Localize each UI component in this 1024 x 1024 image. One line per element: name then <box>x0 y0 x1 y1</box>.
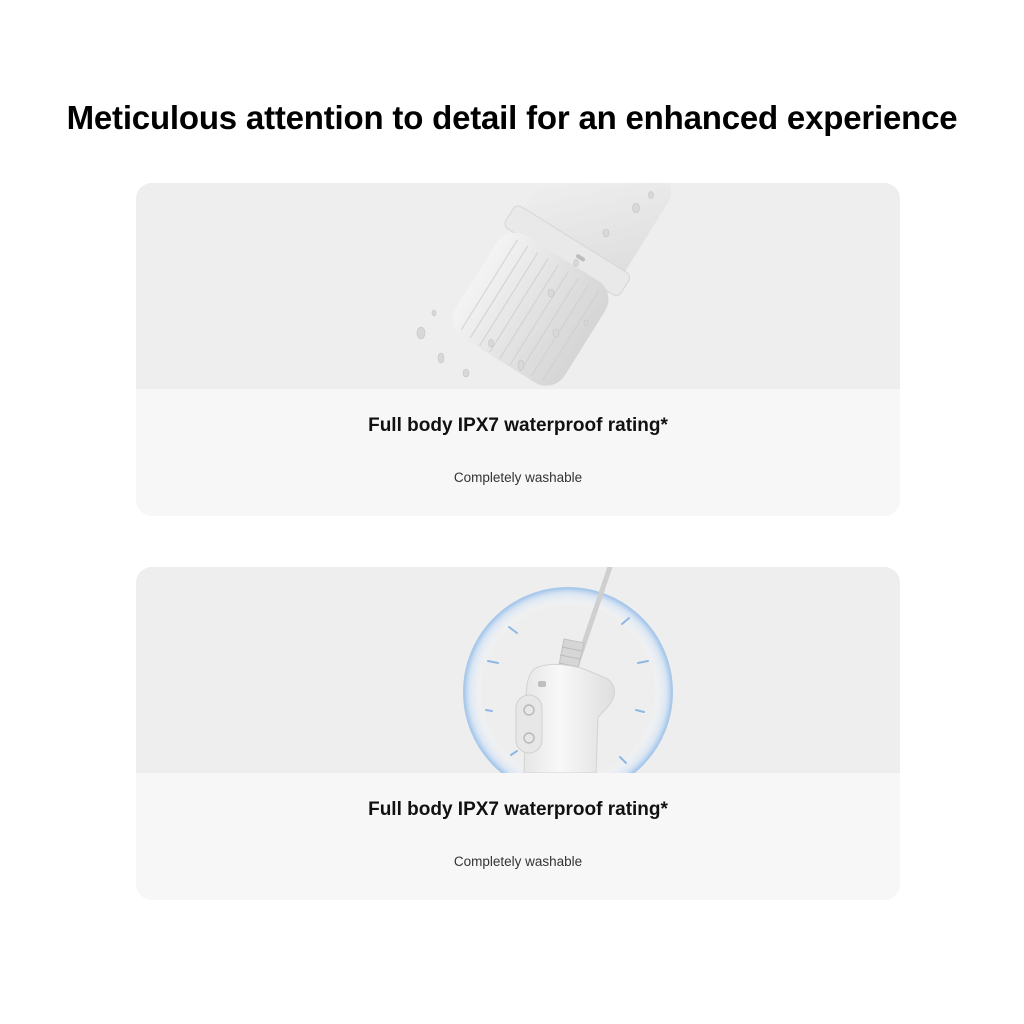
feature-card-waterproof-bubble <box>136 567 900 900</box>
page-headline: Meticulous attention to detail for an enhanced experience <box>66 99 958 136</box>
feature-card-title: Full body IPX7 waterproof rating* <box>368 799 668 820</box>
feature-card-subtitle: Completely washable <box>453 470 583 485</box>
water-flosser-illustration <box>136 567 900 773</box>
water-flosser-bubble-image <box>136 567 900 773</box>
feature-card-waterproof <box>136 183 900 516</box>
feature-card-subtitle: Completely washable <box>453 854 583 869</box>
water-tank-illustration <box>136 183 900 389</box>
feature-card-title: Full body IPX7 waterproof rating* <box>368 415 668 436</box>
water-tank-splash-image <box>136 183 900 389</box>
